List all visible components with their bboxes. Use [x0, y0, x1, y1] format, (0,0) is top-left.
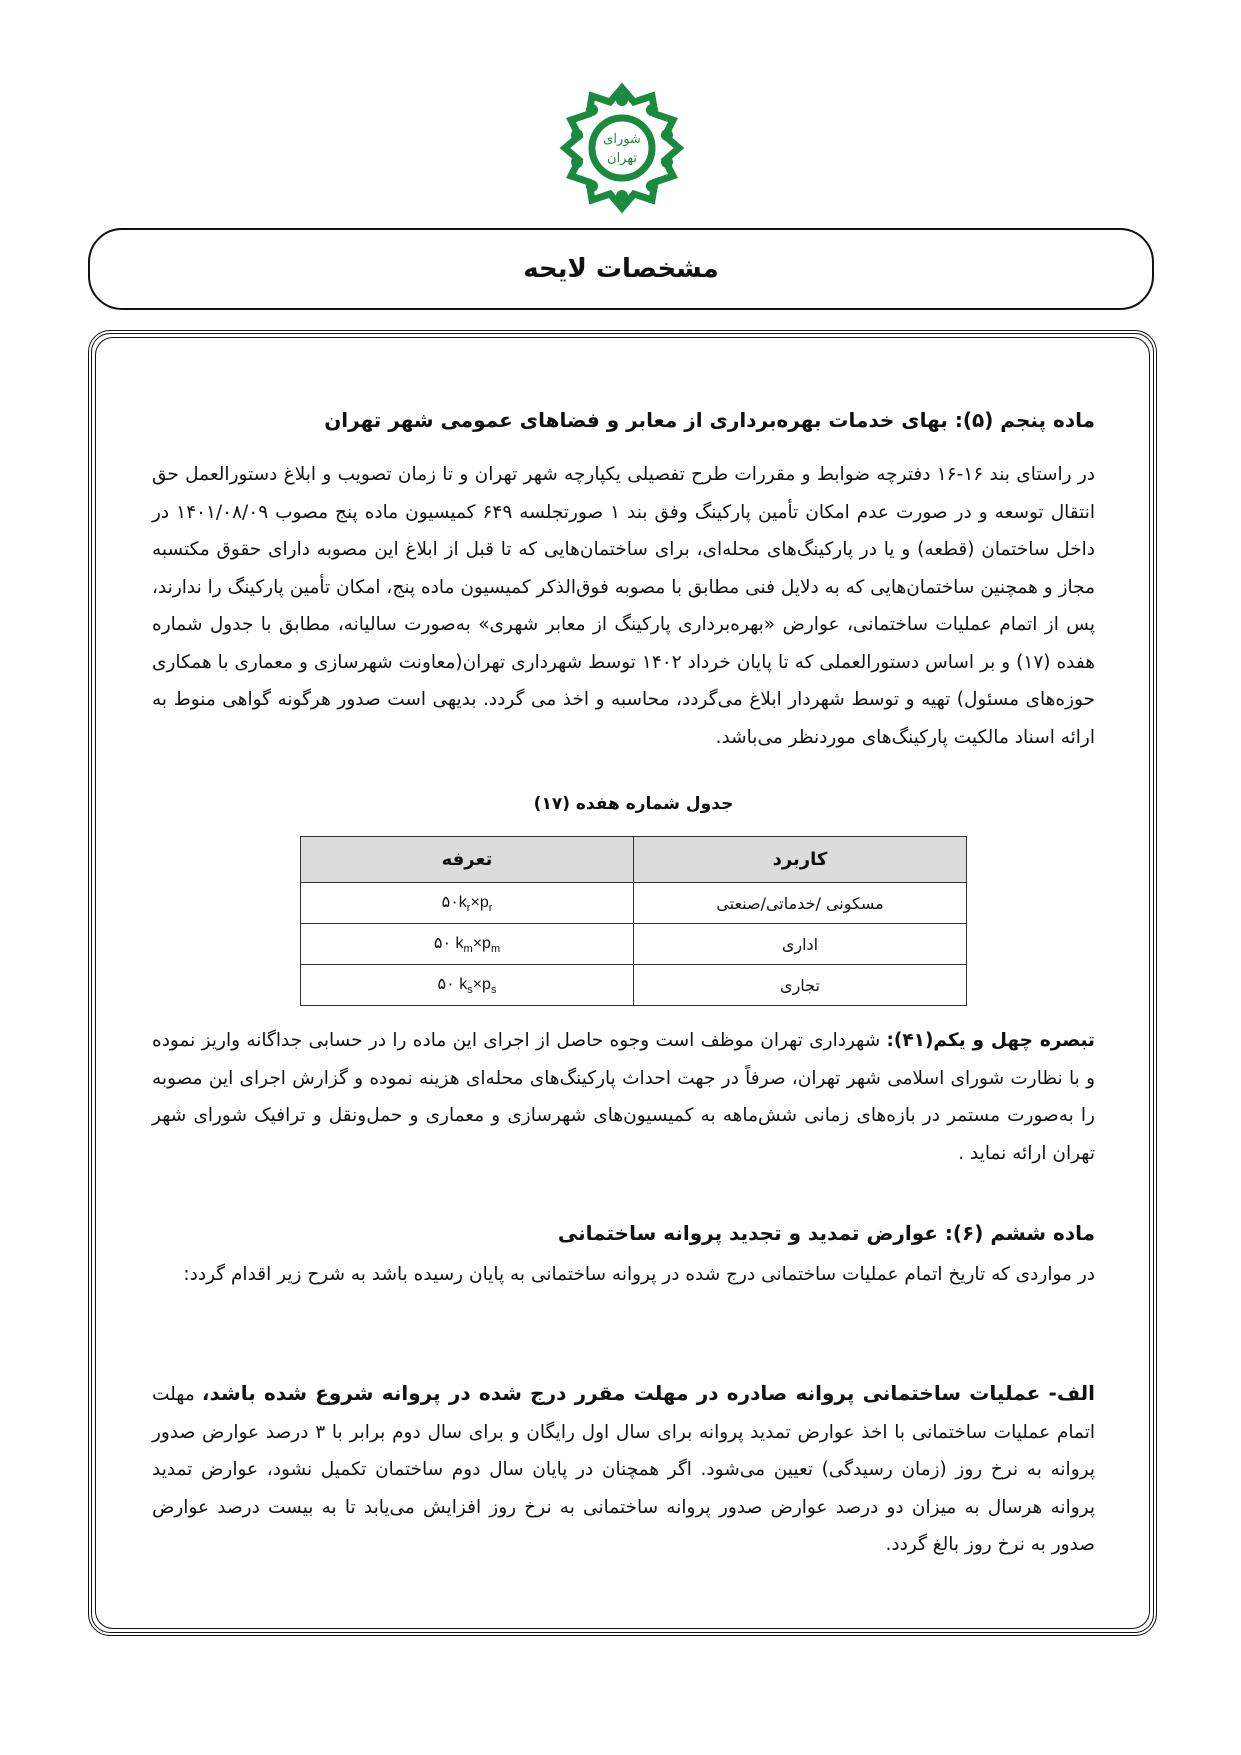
k-symbol: k	[455, 934, 464, 952]
times-sign: ×	[470, 893, 480, 911]
times-sign: ×	[472, 934, 483, 952]
clause-alef-label: الف- عملیات ساختمانی پروانه صادره در مهلت مقرر درج شده در پروانه شروع شده باشد،	[201, 1381, 1096, 1405]
article-6	[152, 1218, 1095, 1248]
article-5-body-block	[152, 456, 1095, 756]
note-41-paragraph	[152, 1022, 1095, 1172]
k-subscript: r	[466, 902, 471, 915]
page-title: مشخصات لایحه	[523, 254, 719, 284]
table-row	[301, 965, 967, 1006]
svg-text:شورای: شورای	[603, 132, 641, 147]
tariff-cell	[301, 924, 634, 965]
k-symbol: k	[458, 893, 467, 911]
k-symbol: k	[459, 975, 468, 993]
p-symbol: p	[482, 934, 491, 952]
clause-alef	[152, 1375, 1095, 1564]
article-6-heading: ماده ششم (۶): عوارض تمدید و تجدید پروانه ساختمانی	[557, 1221, 1095, 1245]
usage-cell: اداری	[634, 924, 967, 965]
table-row	[301, 924, 967, 965]
coefficient: ۵۰	[441, 893, 459, 911]
note-41-label: تبصره چهل و یکم(۴۱):	[886, 1030, 1095, 1051]
article-6-body: در مواردی که تاریخ اتمام عملیات ساختمانی درج شده در پروانه ساختمانی به پایان رسیده باشد به شرح زیر اقدام گردد:	[183, 1264, 1095, 1285]
usage-cell: تجاری	[634, 965, 967, 1006]
note-41-body: شهرداری تهران موظف است وجوه حاصل از اجرای این ماده را در حسابی جداگانه واریز نموده و با نظارت شورای اسلامی شهر تهران، صرفاً در جهت احداث پارکینگ‌های محله‌ای هزینه نموده و گزارش اجرای این مصوبه را به‌صورت مستمر در بازه‌های زمانی شش‌ماهه به کمیسیون‌های شهرسازی و معماری و حمل‌ونقل و ترافیک شورای شهر تهران ارائه نماید .	[152, 1030, 1095, 1164]
title-box	[88, 228, 1154, 310]
tehran-city-council-emblem-icon	[557, 80, 687, 215]
column-header-tariff: تعرفه	[301, 837, 634, 883]
coefficient: ۵۰	[433, 934, 452, 952]
p-symbol: p	[479, 893, 489, 911]
k-subscript: s	[467, 984, 473, 997]
table-17-caption: جدول شماره هفده (۱۷)	[533, 794, 734, 814]
k-subscript: m	[463, 943, 473, 956]
coefficient: ۵۰	[437, 975, 455, 993]
clause-alef-body: مهلت اتمام عملیات ساختمانی با اخذ عوارض تمدید پروانه برای سال اول رایگان و برای سال دوم برابر با ۳ درصد عوارض صدور پروانه به نرخ روز (زمان رسیدگی) تعیین می‌شود. اگر همچنان در پایان سال دوم ساختمان تکمیل نشود، عوارض تمدید پروانه هرسال به میزان دو درصد عوارض صدور پروانه ساختمانی به نرخ روز افزایش می‌یابد تا به بیست درصد عوارض صدور به نرخ روز بالغ گردد.	[152, 1384, 1095, 1555]
p-symbol: p	[482, 975, 491, 993]
tehran-city-council-logo	[557, 80, 687, 215]
table-header-row	[301, 837, 967, 883]
article-6-body-block	[152, 1256, 1095, 1294]
article-5	[152, 405, 1095, 435]
p-subscript: m	[490, 943, 501, 956]
times-sign: ×	[472, 975, 483, 993]
tariff-cell	[301, 883, 634, 924]
tariff-cell	[301, 965, 634, 1006]
note-41	[152, 1022, 1095, 1172]
table-17	[300, 836, 967, 1006]
usage-cell: مسکونی /خدماتی/صنعتی	[634, 883, 967, 924]
article-5-body: در راستای بند ۱۶-۱۶ دفترچه ضوابط و مقررات طرح تفصیلی یکپارچه شهر تهران و تا زمان تصویب و ابلاغ دستورالعمل حق انتقال توسعه و در صورت عدم امکان تأمین پارکینگ وفق بند ۱ صورتجلسه ۶۴۹ کمیسیون ماده پنج مصوب ۱۴۰۱/۰۸/۰۹ در داخل ساختمان (قطعه) و یا در پارکینگ‌های محله‌ای، برای ساختمان‌هایی که تا قبل از ابلاغ این مصوبه دارای حقوق مکتسبه مجاز و همچنین ساختمان‌هایی که به دلایل فنی مطابق با مصوبه فوق‌الذکر کمیسیون ماده پنج، امکان تأمین پارکینگ را ندارند، پس از اتمام عملیات ساختمانی، عوارض «بهره‌برداری پارکینگ از معابر شهری» به‌صورت سالیانه، مطابق با جدول شماره هفده (۱۷) و بر اساس دستورالعملی که تا پایان خرداد ۱۴۰۲ توسط شهرداری تهران(معاونت شهرسازی و معماری با همکاری حوزه‌های مسئول) تهیه و توسط شهردار ابلاغ می‌گردد، محاسبه و اخذ می گردد. بدیهی است صدور هرگونه گواهی منوط به ارائه اسناد مالکیت پارکینگ‌های مورد‌نظر می‌باشد.	[152, 464, 1096, 748]
article-5-heading: ماده پنجم (۵): بهای خدمات بهره‌برداری از معابر و فضاهای عمومی شهر تهران	[324, 408, 1095, 432]
p-subscript: s	[490, 984, 497, 997]
p-subscript: r	[488, 902, 493, 915]
column-header-usage: کاربرد	[634, 837, 967, 883]
clause-alef-paragraph	[152, 1375, 1095, 1564]
table-row	[301, 883, 967, 924]
svg-text:تهران: تهران	[607, 151, 637, 166]
